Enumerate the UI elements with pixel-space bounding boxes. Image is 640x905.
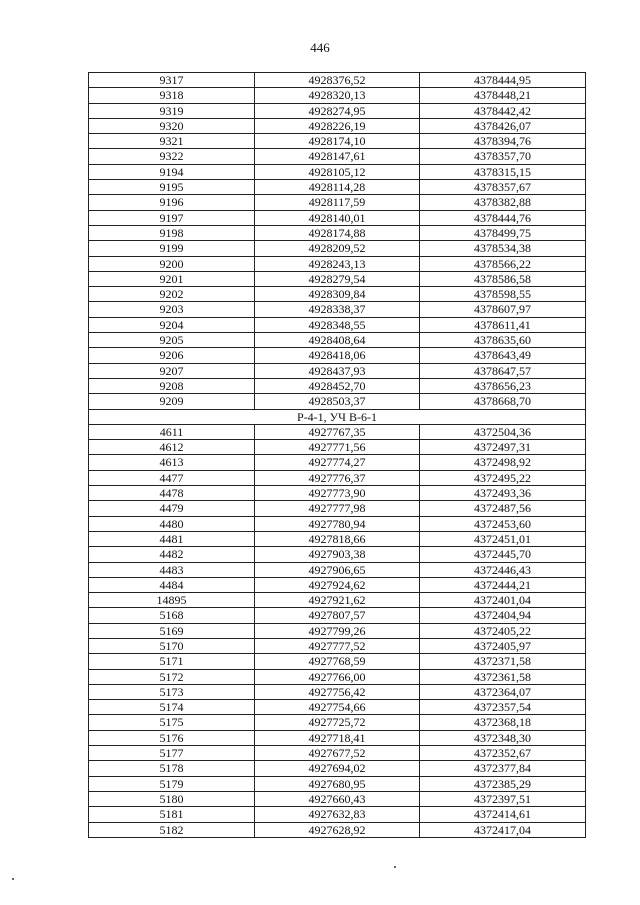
table-row bbox=[89, 593, 586, 608]
y-coordinate-cell: 4372445,70 bbox=[420, 547, 586, 562]
point-number-cell: 9204 bbox=[89, 317, 255, 332]
table-row bbox=[89, 547, 586, 562]
table-row bbox=[89, 118, 586, 133]
table-row bbox=[89, 210, 586, 225]
x-coordinate-cell: 4928147,61 bbox=[255, 149, 420, 164]
point-number-cell: 4480 bbox=[89, 516, 255, 531]
x-coordinate-cell: 4928174,88 bbox=[255, 225, 420, 240]
point-number-cell: 5169 bbox=[89, 623, 255, 638]
y-coordinate-cell: 4378442,42 bbox=[420, 103, 586, 118]
point-number-cell: 5181 bbox=[89, 807, 255, 822]
x-coordinate-cell: 4928226,19 bbox=[255, 118, 420, 133]
y-coordinate-cell: 4372348,30 bbox=[420, 730, 586, 745]
x-coordinate-cell: 4927725,72 bbox=[255, 715, 420, 730]
scan-speck bbox=[394, 866, 396, 868]
y-coordinate-cell: 4378635,60 bbox=[420, 333, 586, 348]
x-coordinate-cell: 4927807,57 bbox=[255, 608, 420, 623]
x-coordinate-cell: 4928437,93 bbox=[255, 363, 420, 378]
table-row bbox=[89, 88, 586, 103]
point-number-cell: 5178 bbox=[89, 761, 255, 776]
table-row bbox=[89, 440, 586, 455]
page-number: 446 bbox=[310, 40, 330, 55]
point-number-cell: 4484 bbox=[89, 577, 255, 592]
table-row bbox=[89, 822, 586, 837]
y-coordinate-cell: 4372385,29 bbox=[420, 776, 586, 791]
x-coordinate-cell: 4927718,41 bbox=[255, 730, 420, 745]
y-coordinate-cell: 4372417,04 bbox=[420, 822, 586, 837]
point-number-cell: 5172 bbox=[89, 669, 255, 684]
table-row bbox=[89, 730, 586, 745]
table-row bbox=[89, 577, 586, 592]
y-coordinate-cell: 4378607,97 bbox=[420, 302, 586, 317]
point-number-cell: 9198 bbox=[89, 225, 255, 240]
y-coordinate-cell: 4372504,36 bbox=[420, 424, 586, 439]
point-number-cell: 5182 bbox=[89, 822, 255, 837]
table-row bbox=[89, 638, 586, 653]
point-number-cell: 5176 bbox=[89, 730, 255, 745]
y-coordinate-cell: 4372498,92 bbox=[420, 455, 586, 470]
y-coordinate-cell: 4372497,31 bbox=[420, 440, 586, 455]
point-number-cell: 9319 bbox=[89, 103, 255, 118]
x-coordinate-cell: 4928279,54 bbox=[255, 271, 420, 286]
x-coordinate-cell: 4928309,84 bbox=[255, 287, 420, 302]
table-row bbox=[89, 531, 586, 546]
y-coordinate-cell: 4372401,04 bbox=[420, 593, 586, 608]
x-coordinate-cell: 4927780,94 bbox=[255, 516, 420, 531]
x-coordinate-cell: 4927766,00 bbox=[255, 669, 420, 684]
x-coordinate-cell: 4928117,59 bbox=[255, 195, 420, 210]
x-coordinate-cell: 4928209,52 bbox=[255, 241, 420, 256]
point-number-cell: 4483 bbox=[89, 562, 255, 577]
x-coordinate-cell: 4927768,59 bbox=[255, 654, 420, 669]
point-number-cell: 5174 bbox=[89, 700, 255, 715]
y-coordinate-cell: 4378444,76 bbox=[420, 210, 586, 225]
point-number-cell: 4479 bbox=[89, 501, 255, 516]
table-row bbox=[89, 700, 586, 715]
y-coordinate-cell: 4378586,58 bbox=[420, 271, 586, 286]
point-number-cell: 9322 bbox=[89, 149, 255, 164]
y-coordinate-cell: 4372361,58 bbox=[420, 669, 586, 684]
table-row bbox=[89, 623, 586, 638]
table-row bbox=[89, 746, 586, 761]
table-row bbox=[89, 608, 586, 623]
x-coordinate-cell: 4927774,27 bbox=[255, 455, 420, 470]
x-coordinate-cell: 4927767,35 bbox=[255, 424, 420, 439]
x-coordinate-cell: 4928105,12 bbox=[255, 164, 420, 179]
y-coordinate-cell: 4378426,07 bbox=[420, 118, 586, 133]
point-number-cell: 4481 bbox=[89, 531, 255, 546]
table-row bbox=[89, 807, 586, 822]
y-coordinate-cell: 4378643,49 bbox=[420, 348, 586, 363]
x-coordinate-cell: 4927777,52 bbox=[255, 638, 420, 653]
y-coordinate-cell: 4372371,58 bbox=[420, 654, 586, 669]
point-number-cell: 4477 bbox=[89, 470, 255, 485]
table-row bbox=[89, 501, 586, 516]
table-row bbox=[89, 164, 586, 179]
point-number-cell: 4613 bbox=[89, 455, 255, 470]
point-number-cell: 9196 bbox=[89, 195, 255, 210]
point-number-cell: 9194 bbox=[89, 164, 255, 179]
point-number-cell: 9205 bbox=[89, 333, 255, 348]
x-coordinate-cell: 4927906,65 bbox=[255, 562, 420, 577]
table-row bbox=[89, 424, 586, 439]
table-row bbox=[89, 455, 586, 470]
x-coordinate-cell: 4927924,62 bbox=[255, 577, 420, 592]
y-coordinate-cell: 4378382,88 bbox=[420, 195, 586, 210]
point-number-cell: 4478 bbox=[89, 486, 255, 501]
point-number-cell: 5180 bbox=[89, 791, 255, 806]
point-number-cell: 9320 bbox=[89, 118, 255, 133]
y-coordinate-cell: 4378611,41 bbox=[420, 317, 586, 332]
point-number-cell: 9317 bbox=[89, 73, 255, 88]
y-coordinate-cell: 4372397,51 bbox=[420, 791, 586, 806]
point-number-cell: 9200 bbox=[89, 256, 255, 271]
y-coordinate-cell: 4372368,18 bbox=[420, 715, 586, 730]
table-row bbox=[89, 486, 586, 501]
y-coordinate-cell: 4378499,75 bbox=[420, 225, 586, 240]
x-coordinate-cell: 4927677,52 bbox=[255, 746, 420, 761]
point-number-cell: 5173 bbox=[89, 684, 255, 699]
table-row bbox=[89, 363, 586, 378]
table-row bbox=[89, 791, 586, 806]
y-coordinate-cell: 4378598,55 bbox=[420, 287, 586, 302]
x-coordinate-cell: 4928274,95 bbox=[255, 103, 420, 118]
section-title: Р-4-1, УЧ В-6-1 bbox=[89, 409, 586, 424]
point-number-cell: 9201 bbox=[89, 271, 255, 286]
table-row bbox=[89, 302, 586, 317]
point-number-cell: 9206 bbox=[89, 348, 255, 363]
x-coordinate-cell: 4927777,98 bbox=[255, 501, 420, 516]
x-coordinate-cell: 4927921,62 bbox=[255, 593, 420, 608]
point-number-cell: 9318 bbox=[89, 88, 255, 103]
table-row bbox=[89, 103, 586, 118]
x-coordinate-cell: 4927903,38 bbox=[255, 547, 420, 562]
y-coordinate-cell: 4372352,67 bbox=[420, 746, 586, 761]
y-coordinate-cell: 4372493,36 bbox=[420, 486, 586, 501]
x-coordinate-cell: 4927776,37 bbox=[255, 470, 420, 485]
table-row bbox=[89, 73, 586, 88]
table-row bbox=[89, 256, 586, 271]
x-coordinate-cell: 4928408,64 bbox=[255, 333, 420, 348]
y-coordinate-cell: 4378357,67 bbox=[420, 180, 586, 195]
point-number-cell: 9207 bbox=[89, 363, 255, 378]
y-coordinate-cell: 4378668,70 bbox=[420, 394, 586, 409]
table-row bbox=[89, 241, 586, 256]
y-coordinate-cell: 4372453,60 bbox=[420, 516, 586, 531]
y-coordinate-cell: 4378357,70 bbox=[420, 149, 586, 164]
point-number-cell: 5168 bbox=[89, 608, 255, 623]
table-row bbox=[89, 715, 586, 730]
x-coordinate-cell: 4928418,06 bbox=[255, 348, 420, 363]
point-number-cell: 4611 bbox=[89, 424, 255, 439]
y-coordinate-cell: 4372446,43 bbox=[420, 562, 586, 577]
x-coordinate-cell: 4927680,95 bbox=[255, 776, 420, 791]
y-coordinate-cell: 4378656,23 bbox=[420, 378, 586, 393]
point-number-cell: 14895 bbox=[89, 593, 255, 608]
table-row bbox=[89, 684, 586, 699]
x-coordinate-cell: 4927632,83 bbox=[255, 807, 420, 822]
y-coordinate-cell: 4378647,57 bbox=[420, 363, 586, 378]
point-number-cell: 5171 bbox=[89, 654, 255, 669]
x-coordinate-cell: 4928338,37 bbox=[255, 302, 420, 317]
point-number-cell: 9195 bbox=[89, 180, 255, 195]
table-row bbox=[89, 317, 586, 332]
x-coordinate-cell: 4927818,66 bbox=[255, 531, 420, 546]
table-row bbox=[89, 333, 586, 348]
x-coordinate-cell: 4928114,28 bbox=[255, 180, 420, 195]
x-coordinate-cell: 4928503,37 bbox=[255, 394, 420, 409]
y-coordinate-cell: 4372405,97 bbox=[420, 638, 586, 653]
coordinates-table bbox=[88, 72, 586, 838]
y-coordinate-cell: 4372364,07 bbox=[420, 684, 586, 699]
table-row bbox=[89, 348, 586, 363]
table-row bbox=[89, 271, 586, 286]
x-coordinate-cell: 4928348,55 bbox=[255, 317, 420, 332]
y-coordinate-cell: 4378394,76 bbox=[420, 134, 586, 149]
table-row bbox=[89, 654, 586, 669]
y-coordinate-cell: 4372444,21 bbox=[420, 577, 586, 592]
table-row bbox=[89, 195, 586, 210]
y-coordinate-cell: 4378566,22 bbox=[420, 256, 586, 271]
y-coordinate-cell: 4372405,22 bbox=[420, 623, 586, 638]
point-number-cell: 4612 bbox=[89, 440, 255, 455]
table-row bbox=[89, 761, 586, 776]
table-row bbox=[89, 470, 586, 485]
y-coordinate-cell: 4372357,54 bbox=[420, 700, 586, 715]
y-coordinate-cell: 4372404,94 bbox=[420, 608, 586, 623]
point-number-cell: 9197 bbox=[89, 210, 255, 225]
table-row bbox=[89, 225, 586, 240]
x-coordinate-cell: 4928376,52 bbox=[255, 73, 420, 88]
x-coordinate-cell: 4927771,56 bbox=[255, 440, 420, 455]
table-row bbox=[89, 287, 586, 302]
x-coordinate-cell: 4927694,02 bbox=[255, 761, 420, 776]
table-row bbox=[89, 134, 586, 149]
table-row bbox=[89, 394, 586, 409]
scan-speck bbox=[12, 878, 14, 880]
x-coordinate-cell: 4928243,13 bbox=[255, 256, 420, 271]
x-coordinate-cell: 4928452,70 bbox=[255, 378, 420, 393]
table-row bbox=[89, 562, 586, 577]
point-number-cell: 4482 bbox=[89, 547, 255, 562]
x-coordinate-cell: 4927773,90 bbox=[255, 486, 420, 501]
point-number-cell: 9208 bbox=[89, 378, 255, 393]
table-row bbox=[89, 180, 586, 195]
y-coordinate-cell: 4372487,56 bbox=[420, 501, 586, 516]
point-number-cell: 5177 bbox=[89, 746, 255, 761]
y-coordinate-cell: 4372451,01 bbox=[420, 531, 586, 546]
point-number-cell: 9203 bbox=[89, 302, 255, 317]
x-coordinate-cell: 4928174,10 bbox=[255, 134, 420, 149]
table-row bbox=[89, 516, 586, 531]
x-coordinate-cell: 4928320,13 bbox=[255, 88, 420, 103]
point-number-cell: 5175 bbox=[89, 715, 255, 730]
table-row bbox=[89, 378, 586, 393]
x-coordinate-cell: 4927660,43 bbox=[255, 791, 420, 806]
table-row bbox=[89, 669, 586, 684]
y-coordinate-cell: 4372495,22 bbox=[420, 470, 586, 485]
x-coordinate-cell: 4927799,26 bbox=[255, 623, 420, 638]
y-coordinate-cell: 4378534,38 bbox=[420, 241, 586, 256]
point-number-cell: 9199 bbox=[89, 241, 255, 256]
table-row bbox=[89, 776, 586, 791]
y-coordinate-cell: 4372377,84 bbox=[420, 761, 586, 776]
x-coordinate-cell: 4927756,42 bbox=[255, 684, 420, 699]
point-number-cell: 9209 bbox=[89, 394, 255, 409]
y-coordinate-cell: 4372414,61 bbox=[420, 807, 586, 822]
point-number-cell: 5179 bbox=[89, 776, 255, 791]
section-header-row bbox=[89, 409, 586, 424]
y-coordinate-cell: 4378315,15 bbox=[420, 164, 586, 179]
x-coordinate-cell: 4927754,66 bbox=[255, 700, 420, 715]
point-number-cell: 5170 bbox=[89, 638, 255, 653]
x-coordinate-cell: 4927628,92 bbox=[255, 822, 420, 837]
y-coordinate-cell: 4378448,21 bbox=[420, 88, 586, 103]
point-number-cell: 9321 bbox=[89, 134, 255, 149]
point-number-cell: 9202 bbox=[89, 287, 255, 302]
x-coordinate-cell: 4928140,01 bbox=[255, 210, 420, 225]
table-row bbox=[89, 149, 586, 164]
y-coordinate-cell: 4378444,95 bbox=[420, 73, 586, 88]
